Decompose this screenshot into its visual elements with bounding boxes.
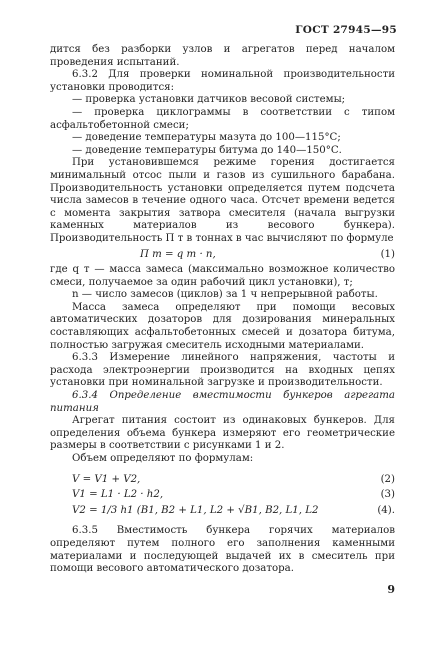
formula-3 [50, 489, 395, 502]
formula-2-number: (2) [380, 473, 395, 485]
page-number: 9 [387, 583, 395, 596]
formula-3-expression: V1 = L1 · L2 · h2, [72, 489, 164, 501]
formula-3-number: (3) [380, 489, 395, 501]
paragraph-productivity: При установившемся режиме горения достигается минимальный отсос пыли и газов из сушильного барабана. Производительность установки определяется путем подсчета числа замесов в течение одного часа. Отсчет времени ведется с момента закрытия затвора смесителя (начала выгрузки каменных материалов из весового бункера). Производительность П т в тоннах в час вычисляют по формуле [50, 157, 395, 244]
page-body [50, 44, 395, 576]
section-6-3-2: 6.3.2 Для проверки номинальной производительности установки проводится: [50, 69, 395, 93]
formula-2 [50, 474, 395, 487]
list-item: — проверка установки датчиков весовой системы; [72, 94, 346, 106]
formula-4 [50, 505, 395, 518]
formula-4-expression: V2 = 1/3 h1 (B1, B2 + L1, L2 + √B1, B2, L1, L2 [72, 504, 319, 516]
paragraph-volume-intro: Объем определяют по формулам: [72, 453, 254, 464]
paragraph-feed-unit: Агрегат питания состоит из одинаковых бункеров. Для определения объема бункера измеряют его геометрические размеры в соответствии с рисунками 1 и 2. [50, 415, 395, 452]
formula-2-expression: V = V1 + V2, [72, 473, 141, 485]
section-6-3-5: 6.3.5 Вместимость бункера горячих материалов определяют путем полного его заполнения каменными материалами и последующей выдачей их в смеситель при помощи весового автоматического дозатора. [50, 525, 395, 575]
list-item: — проверка циклограммы в соответствии с типом асфальтобетонной смеси; [50, 106, 395, 131]
paragraph-n-definition: n — число замесов (циклов) за 1 ч непрерывной работы. [72, 289, 378, 301]
paragraph-batch-mass: Масса замеса определяют при помощи весовых автоматических дозаторов для дозирования минеральных составляющих асфальтобетонных смесей и дозатора битума, полностью загружая смеситель исходными материалами. [50, 301, 395, 351]
list-item: — доведение температуры битума до 140—150°С. [72, 144, 342, 156]
formula-1-number: (1) [380, 248, 395, 260]
formula-4-number: (4). [377, 504, 395, 516]
section-6-3-3: 6.3.3 Измерение линейного напряжения, частоты и расхода электроэнергии производится на входных цепях установки при номинальной загрузке и производительности. [50, 352, 395, 389]
formula-1-expression: П т = q т · n, [140, 248, 216, 260]
standard-header: ГОСТ 27945—95 [295, 24, 397, 36]
paragraph-where: где q т — масса замеса (максимально возможное количество смеси, получаемое за один рабочий цикл установки), т; [50, 264, 395, 288]
section-6-3-4-title: 6.3.4 Определение вместимости бункеров агрегата питания [50, 390, 395, 414]
list-item: — доведение температуры мазута до 100—115°С; [72, 132, 341, 144]
formula-1 [50, 249, 395, 262]
paragraph-continued: дится без разборки узлов и агрегатов перед началом проведения испытаний. [50, 44, 395, 68]
